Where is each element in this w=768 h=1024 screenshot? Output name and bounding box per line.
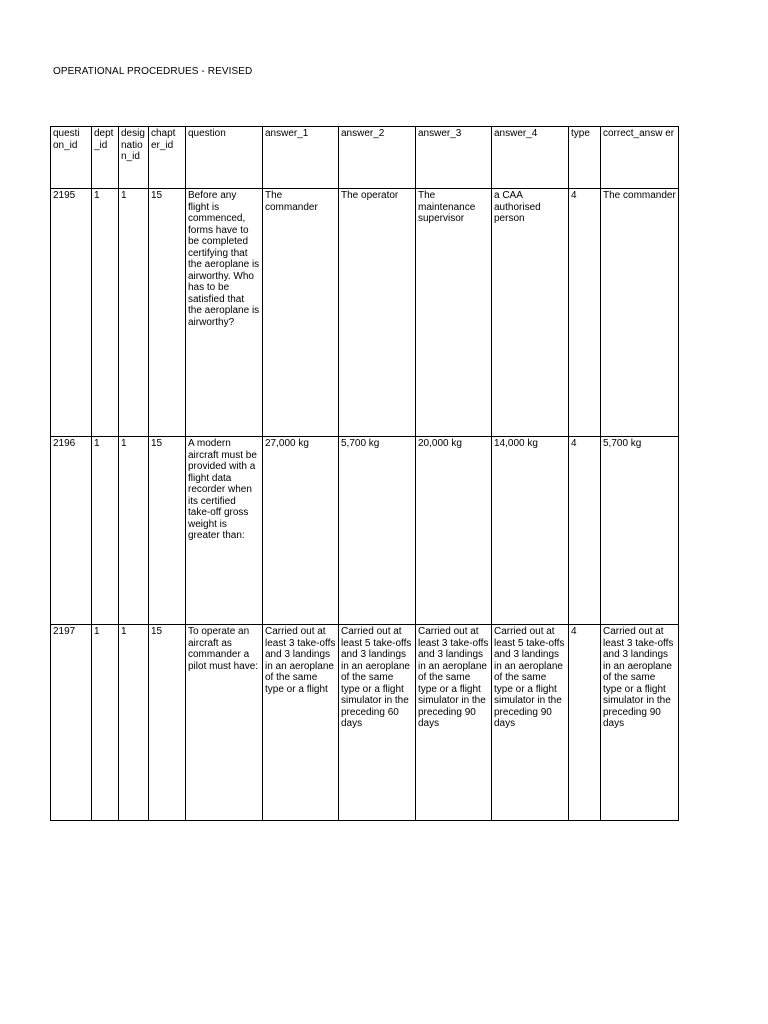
cell-correct-answer: 5,700 kg [601, 437, 679, 625]
header-question: question [186, 127, 263, 189]
header-correct-answer: correct_answ er [601, 127, 679, 189]
table-row [51, 437, 679, 625]
cell-question: Before any flight is commenced, forms have to be completed certifying that the aeroplane is airworthy. Who has to be satisfied that the aeroplane is airworthy? [186, 189, 263, 437]
cell-type: 4 [569, 625, 601, 821]
table-row [51, 189, 679, 437]
header-type: type [569, 127, 601, 189]
cell-type: 4 [569, 437, 601, 625]
header-designation-id: desig natio n_id [119, 127, 149, 189]
cell-question-id: 2197 [51, 625, 92, 821]
cell-question-id: 2195 [51, 189, 92, 437]
table-header-row [51, 127, 679, 189]
cell-answer-2: Carried out at least 5 take-offs and 3 landings in an aeroplane of the same type or a flight simulator in the preceding 60 days [339, 625, 416, 821]
cell-answer-1: Carried out at least 3 take-offs and 3 landings in an aeroplane of the same type or a flight [263, 625, 339, 821]
cell-question: To operate an aircraft as commander a pilot must have: [186, 625, 263, 821]
cell-answer-3: The maintenance supervisor [416, 189, 492, 437]
cell-answer-3: Carried out at least 3 take-offs and 3 landings in an aeroplane of the same type or a flight simulator in the preceding 90 days [416, 625, 492, 821]
cell-answer-1: 27,000 kg [263, 437, 339, 625]
cell-designation-id: 1 [119, 189, 149, 437]
header-answer-2: answer_2 [339, 127, 416, 189]
cell-chapter-id: 15 [149, 437, 186, 625]
cell-answer-3: 20,000 kg [416, 437, 492, 625]
cell-type: 4 [569, 189, 601, 437]
cell-question-id: 2196 [51, 437, 92, 625]
cell-answer-1: The commander [263, 189, 339, 437]
header-chapter-id: chapt er_id [149, 127, 186, 189]
cell-dept-id: 1 [92, 625, 119, 821]
cell-dept-id: 1 [92, 437, 119, 625]
cell-answer-2: The operator [339, 189, 416, 437]
cell-correct-answer: The commander [601, 189, 679, 437]
cell-answer-4: Carried out at least 5 take-offs and 3 landings in an aeroplane of the same type or a flight simulator in the preceding 90 days [492, 625, 569, 821]
cell-answer-2: 5,700 kg [339, 437, 416, 625]
cell-dept-id: 1 [92, 189, 119, 437]
cell-chapter-id: 15 [149, 625, 186, 821]
document-title: OPERATIONAL PROCEDRUES - REVISED [53, 66, 253, 77]
cell-correct-answer: Carried out at least 3 take-offs and 3 landings in an aeroplane of the same type or a flight simulator in the preceding 90 days [601, 625, 679, 821]
header-question-id: questi on_id [51, 127, 92, 189]
cell-question: A modern aircraft must be provided with a flight data recorder when its certified take-off gross weight is greater than: [186, 437, 263, 625]
cell-answer-4: 14,000 kg [492, 437, 569, 625]
cell-chapter-id: 15 [149, 189, 186, 437]
questions-table [50, 126, 679, 821]
cell-answer-4: a CAA authorised person [492, 189, 569, 437]
header-dept-id: dept _id [92, 127, 119, 189]
cell-designation-id: 1 [119, 625, 149, 821]
table-row [51, 625, 679, 821]
header-answer-4: answer_4 [492, 127, 569, 189]
header-answer-1: answer_1 [263, 127, 339, 189]
header-answer-3: answer_3 [416, 127, 492, 189]
cell-designation-id: 1 [119, 437, 149, 625]
